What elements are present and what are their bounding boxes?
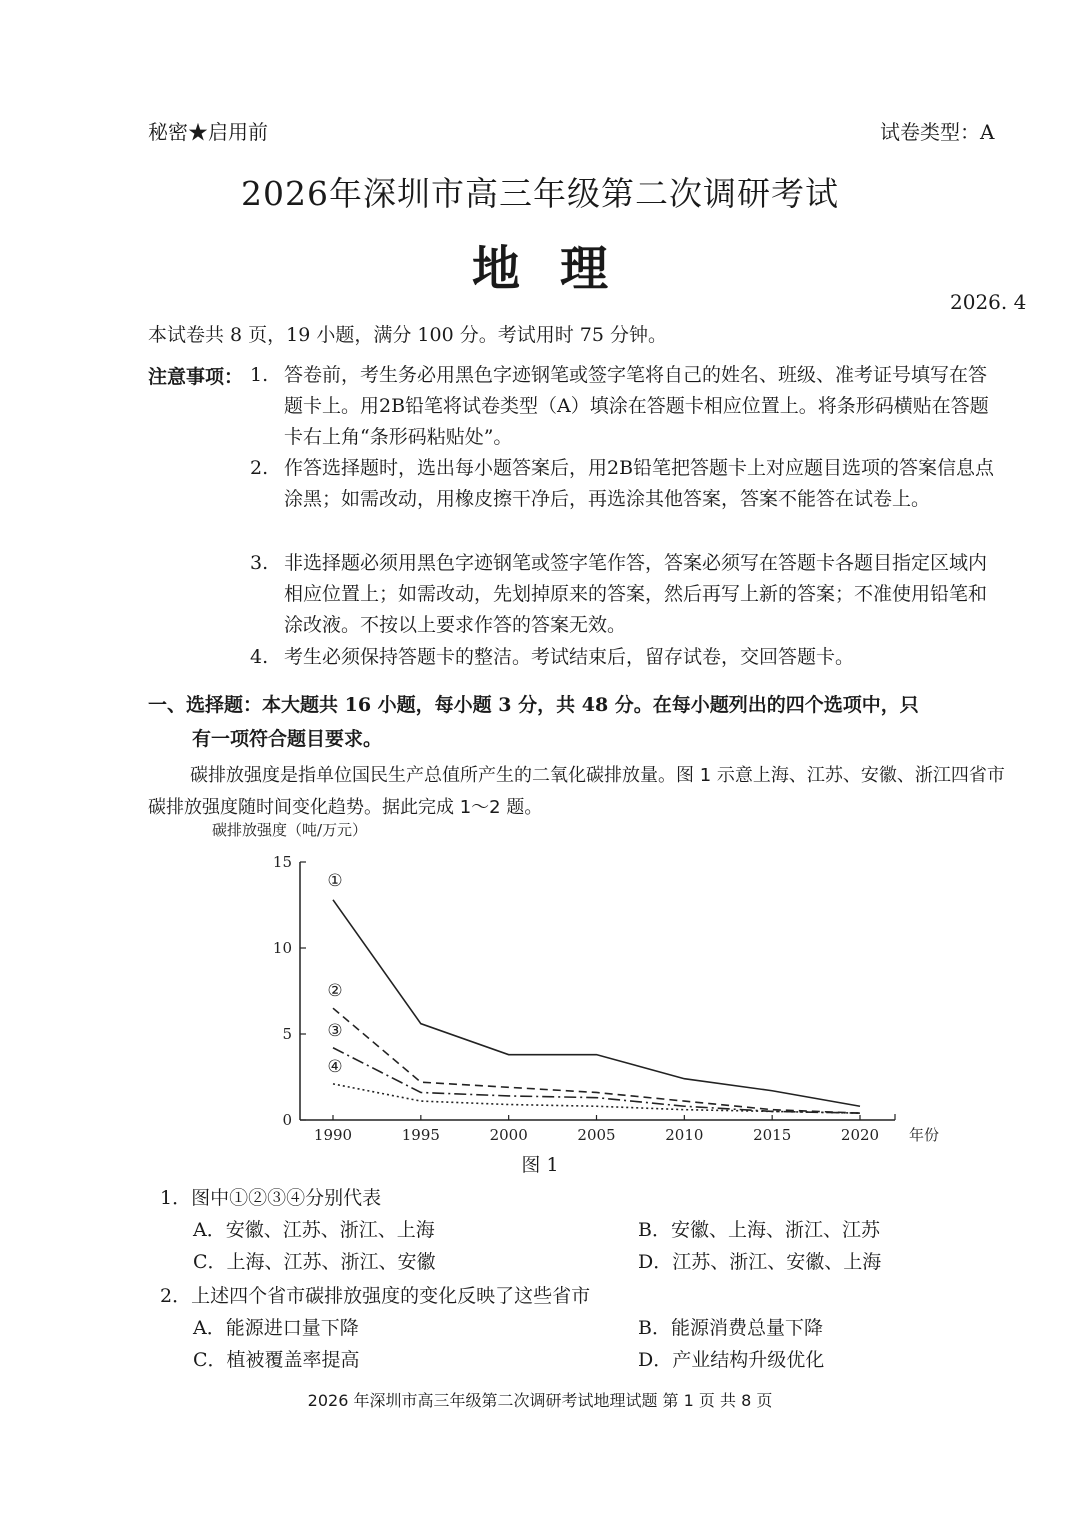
question-2-option-d: D．产业结构升级优化	[638, 1349, 825, 1371]
note-2	[250, 453, 1010, 548]
series-label-4: ④	[327, 1056, 343, 1077]
question-2-stem: 2．上述四个省市碳排放强度的变化反映了这些省市	[160, 1285, 591, 1307]
note-1	[250, 360, 1010, 455]
figure-caption: 图 1	[521, 1154, 559, 1176]
paper-summary: 本试卷共 8 页，19 小题，满分 100 分。考试用时 75 分钟。	[148, 324, 667, 346]
note-text: 答卷前，考生务必用黑色字迹钢笔或签字笔将自己的姓名、班级、准考证号填写在答题卡上。用2B铅笔将试卷类型（A）填涂在答题卡相应位置上。将条形码横贴在答题卡右上角“条形码粘贴处”。	[284, 364, 989, 448]
paper-type-label: 试卷类型：A	[880, 120, 995, 144]
x-tick-label: 2000	[489, 1126, 528, 1144]
question-2-option-a: A．能源进口量下降	[193, 1317, 359, 1339]
chart-svg	[200, 815, 960, 1145]
note-number: 2.	[250, 457, 269, 479]
note-text: 作答选择题时，选出每小题答案后，用2B铅笔把答题卡上对应题目选项的答案信息点涂黑；如需改动，用橡皮擦干净后，再选涂其他答案，答案不能答在试卷上。	[284, 457, 995, 510]
confidential-label: 秘密★启用前	[148, 120, 268, 144]
question-1-option-c: C．上海、江苏、浙江、安徽	[193, 1251, 436, 1273]
y-tick-label: 5	[282, 1025, 292, 1043]
question-1-option-d: D．江苏、浙江、安徽、上海	[638, 1251, 882, 1273]
series-label-2: ②	[327, 981, 343, 1002]
question-intro: 碳排放强度是指单位国民生产总值所产生的二氧化碳排放量。图 1 示意上海、江苏、安徽、浙江四省市碳排放强度随时间变化趋势。据此完成 1～2 题。	[148, 765, 1005, 818]
note-text: 考生必须保持答题卡的整洁。考试结束后，留存试卷，交回答题卡。	[284, 646, 855, 668]
subject-title: 地理	[471, 241, 648, 297]
note-number: 4.	[250, 646, 269, 668]
y-tick-label: 15	[272, 853, 292, 871]
section-heading-line2: 有一项符合题目要求。	[192, 728, 383, 750]
question-2-option-c: C．植被覆盖率提高	[193, 1349, 360, 1371]
y-axis-label: 碳排放强度（吨/万元）	[212, 821, 368, 839]
x-tick-label: 2015	[753, 1126, 792, 1144]
note-4	[250, 642, 1010, 674]
question-1-option-b: B．安徽、上海、浙江、江苏	[638, 1219, 880, 1241]
section-heading	[148, 688, 1008, 756]
note-number: 1.	[250, 364, 269, 386]
y-tick-label: 0	[282, 1111, 292, 1129]
notes-label: 注意事项：	[148, 366, 244, 388]
x-tick-label: 1990	[313, 1126, 353, 1144]
question-1-option-a: A．安徽、江苏、浙江、上海	[193, 1219, 435, 1241]
note-3	[250, 548, 1010, 643]
series-label-3: ③	[327, 1020, 343, 1041]
x-tick-label: 2010	[665, 1126, 704, 1144]
exam-title: 2026年深圳市高三年级第二次调研考试	[241, 174, 839, 213]
x-tick-label: 2005	[577, 1126, 616, 1144]
exam-date: 2026. 4	[950, 290, 1027, 314]
series-line-1	[333, 900, 860, 1106]
y-tick-label: 10	[272, 939, 292, 957]
series-label-1: ①	[327, 870, 343, 891]
x-tick-label: 1995	[401, 1126, 440, 1144]
figure-1-chart	[200, 815, 960, 1145]
note-number: 3.	[250, 552, 269, 574]
series-line-3	[333, 1048, 860, 1113]
x-axis-label: 年份	[909, 1126, 940, 1144]
page-footer: 2026 年深圳市高三年级第二次调研考试地理试题 第 1 页 共 8 页	[307, 1391, 773, 1410]
x-tick-label: 2020	[840, 1126, 880, 1144]
section-heading-line1: 一、选择题：本大题共 16 小题，每小题 3 分，共 48 分。在每小题列出的四个选项中，只	[148, 694, 919, 716]
note-text: 非选择题必须用黑色字迹钢笔或签字笔作答，答案必须写在答题卡各题目指定区域内相应位置上；如需改动，先划掉原来的答案，然后再写上新的答案；不准使用铅笔和涂改液。不按以上要求作答的答案无效。	[284, 552, 988, 636]
question-2-option-b: B．能源消费总量下降	[638, 1317, 823, 1339]
question-1-stem: 1．图中①②③④分别代表	[160, 1187, 382, 1209]
